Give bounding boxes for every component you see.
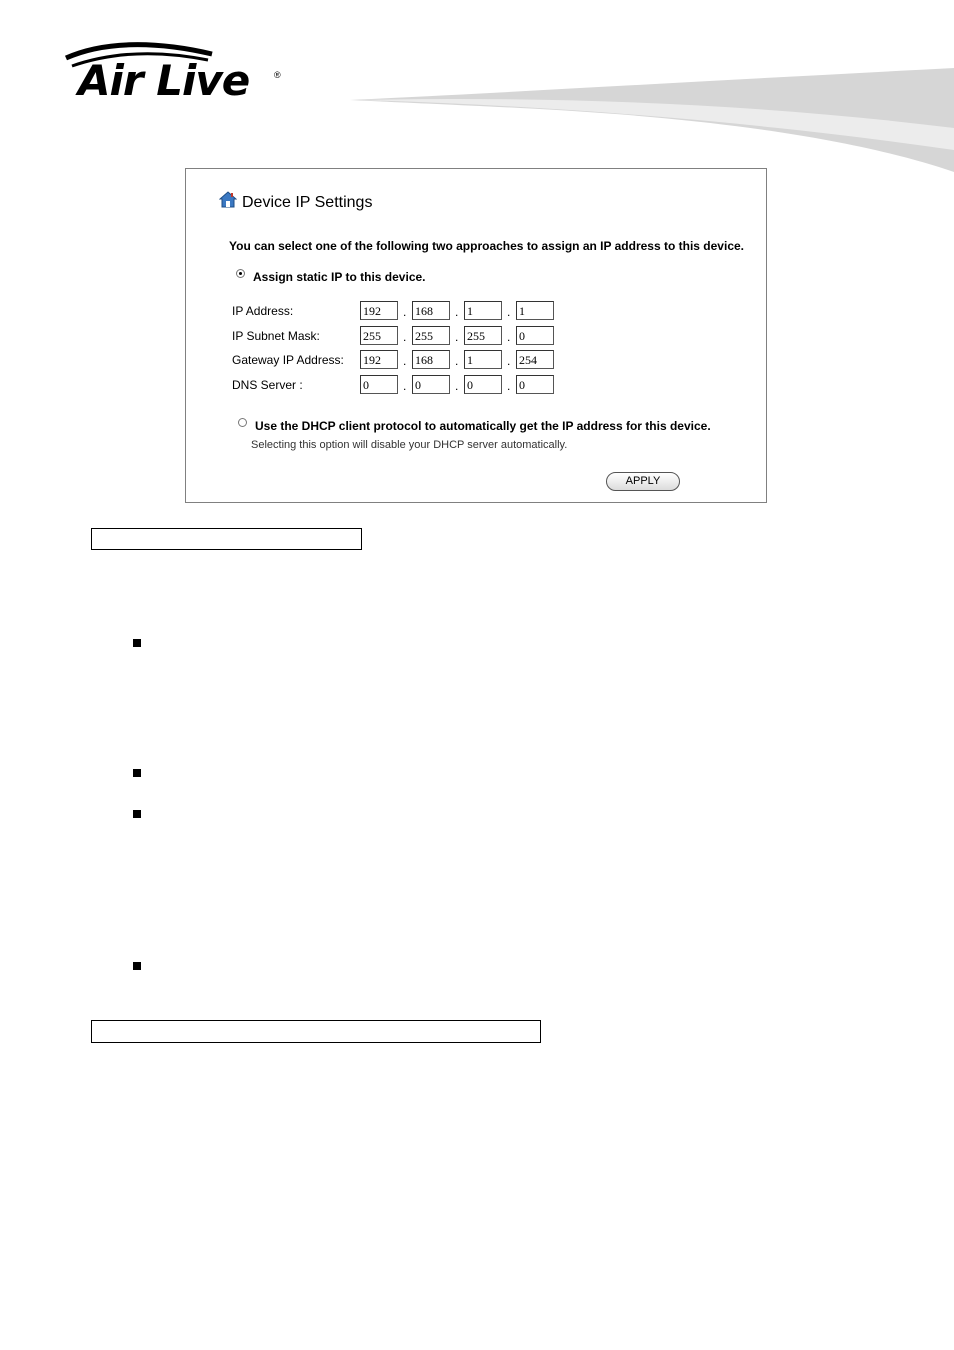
ip-octet-input[interactable]: 0 xyxy=(516,375,554,394)
dhcp-label: Use the DHCP client protocol to automatically get the IP address for this device. xyxy=(255,419,711,433)
page-title: Device IP Settings xyxy=(242,194,373,211)
ip-octet-input[interactable]: 168 xyxy=(412,350,450,369)
field-label: IP Address: xyxy=(232,304,294,318)
octet-separator: . xyxy=(455,330,459,344)
registered-mark: ® xyxy=(274,70,281,80)
static-ip-label: Assign static IP to this device. xyxy=(253,270,426,284)
static-ip-radio[interactable] xyxy=(236,269,245,278)
ip-octet-input[interactable]: 255 xyxy=(360,326,398,345)
home-icon xyxy=(219,190,237,208)
field-label: Gateway IP Address: xyxy=(232,353,344,367)
ip-octet-input[interactable]: 168 xyxy=(412,301,450,320)
octet-separator: . xyxy=(507,379,511,393)
ip-octet-input[interactable]: 0 xyxy=(360,375,398,394)
list-bullet xyxy=(133,962,141,970)
intro-text: You can select one of the following two approaches to assign an IP address to this device. xyxy=(229,239,744,253)
list-bullet xyxy=(133,810,141,818)
ip-octet-input[interactable]: 0 xyxy=(516,326,554,345)
octet-separator: . xyxy=(507,330,511,344)
ip-octet-input[interactable]: 1 xyxy=(516,301,554,320)
octet-separator: . xyxy=(455,379,459,393)
ip-octet-input[interactable]: 1 xyxy=(464,301,502,320)
octet-separator: . xyxy=(403,354,407,368)
octet-separator: . xyxy=(455,354,459,368)
list-bullet xyxy=(133,769,141,777)
ip-octet-input[interactable]: 0 xyxy=(464,375,502,394)
field-label: DNS Server : xyxy=(232,378,303,392)
field-label: IP Subnet Mask: xyxy=(232,329,320,343)
octet-separator: . xyxy=(507,305,511,319)
ip-octet-input[interactable]: 1 xyxy=(464,350,502,369)
octet-separator: . xyxy=(455,305,459,319)
ip-octet-input[interactable]: 255 xyxy=(412,326,450,345)
dhcp-note: Selecting this option will disable your DHCP server automatically. xyxy=(251,439,568,451)
octet-separator: . xyxy=(403,330,407,344)
ip-octet-input[interactable]: 254 xyxy=(516,350,554,369)
ip-octet-input[interactable]: 192 xyxy=(360,301,398,320)
ip-octet-input[interactable]: 192 xyxy=(360,350,398,369)
figure-caption-box xyxy=(91,1020,541,1043)
ip-octet-input[interactable]: 255 xyxy=(464,326,502,345)
list-bullet xyxy=(133,639,141,647)
apply-button[interactable]: APPLY xyxy=(606,472,680,491)
octet-separator: . xyxy=(403,379,407,393)
octet-separator: . xyxy=(403,305,407,319)
figure-caption-box xyxy=(91,528,362,550)
octet-separator: . xyxy=(507,354,511,368)
ip-octet-input[interactable]: 0 xyxy=(412,375,450,394)
airlive-logo: Air Live xyxy=(78,56,250,105)
dhcp-radio[interactable] xyxy=(238,418,247,427)
